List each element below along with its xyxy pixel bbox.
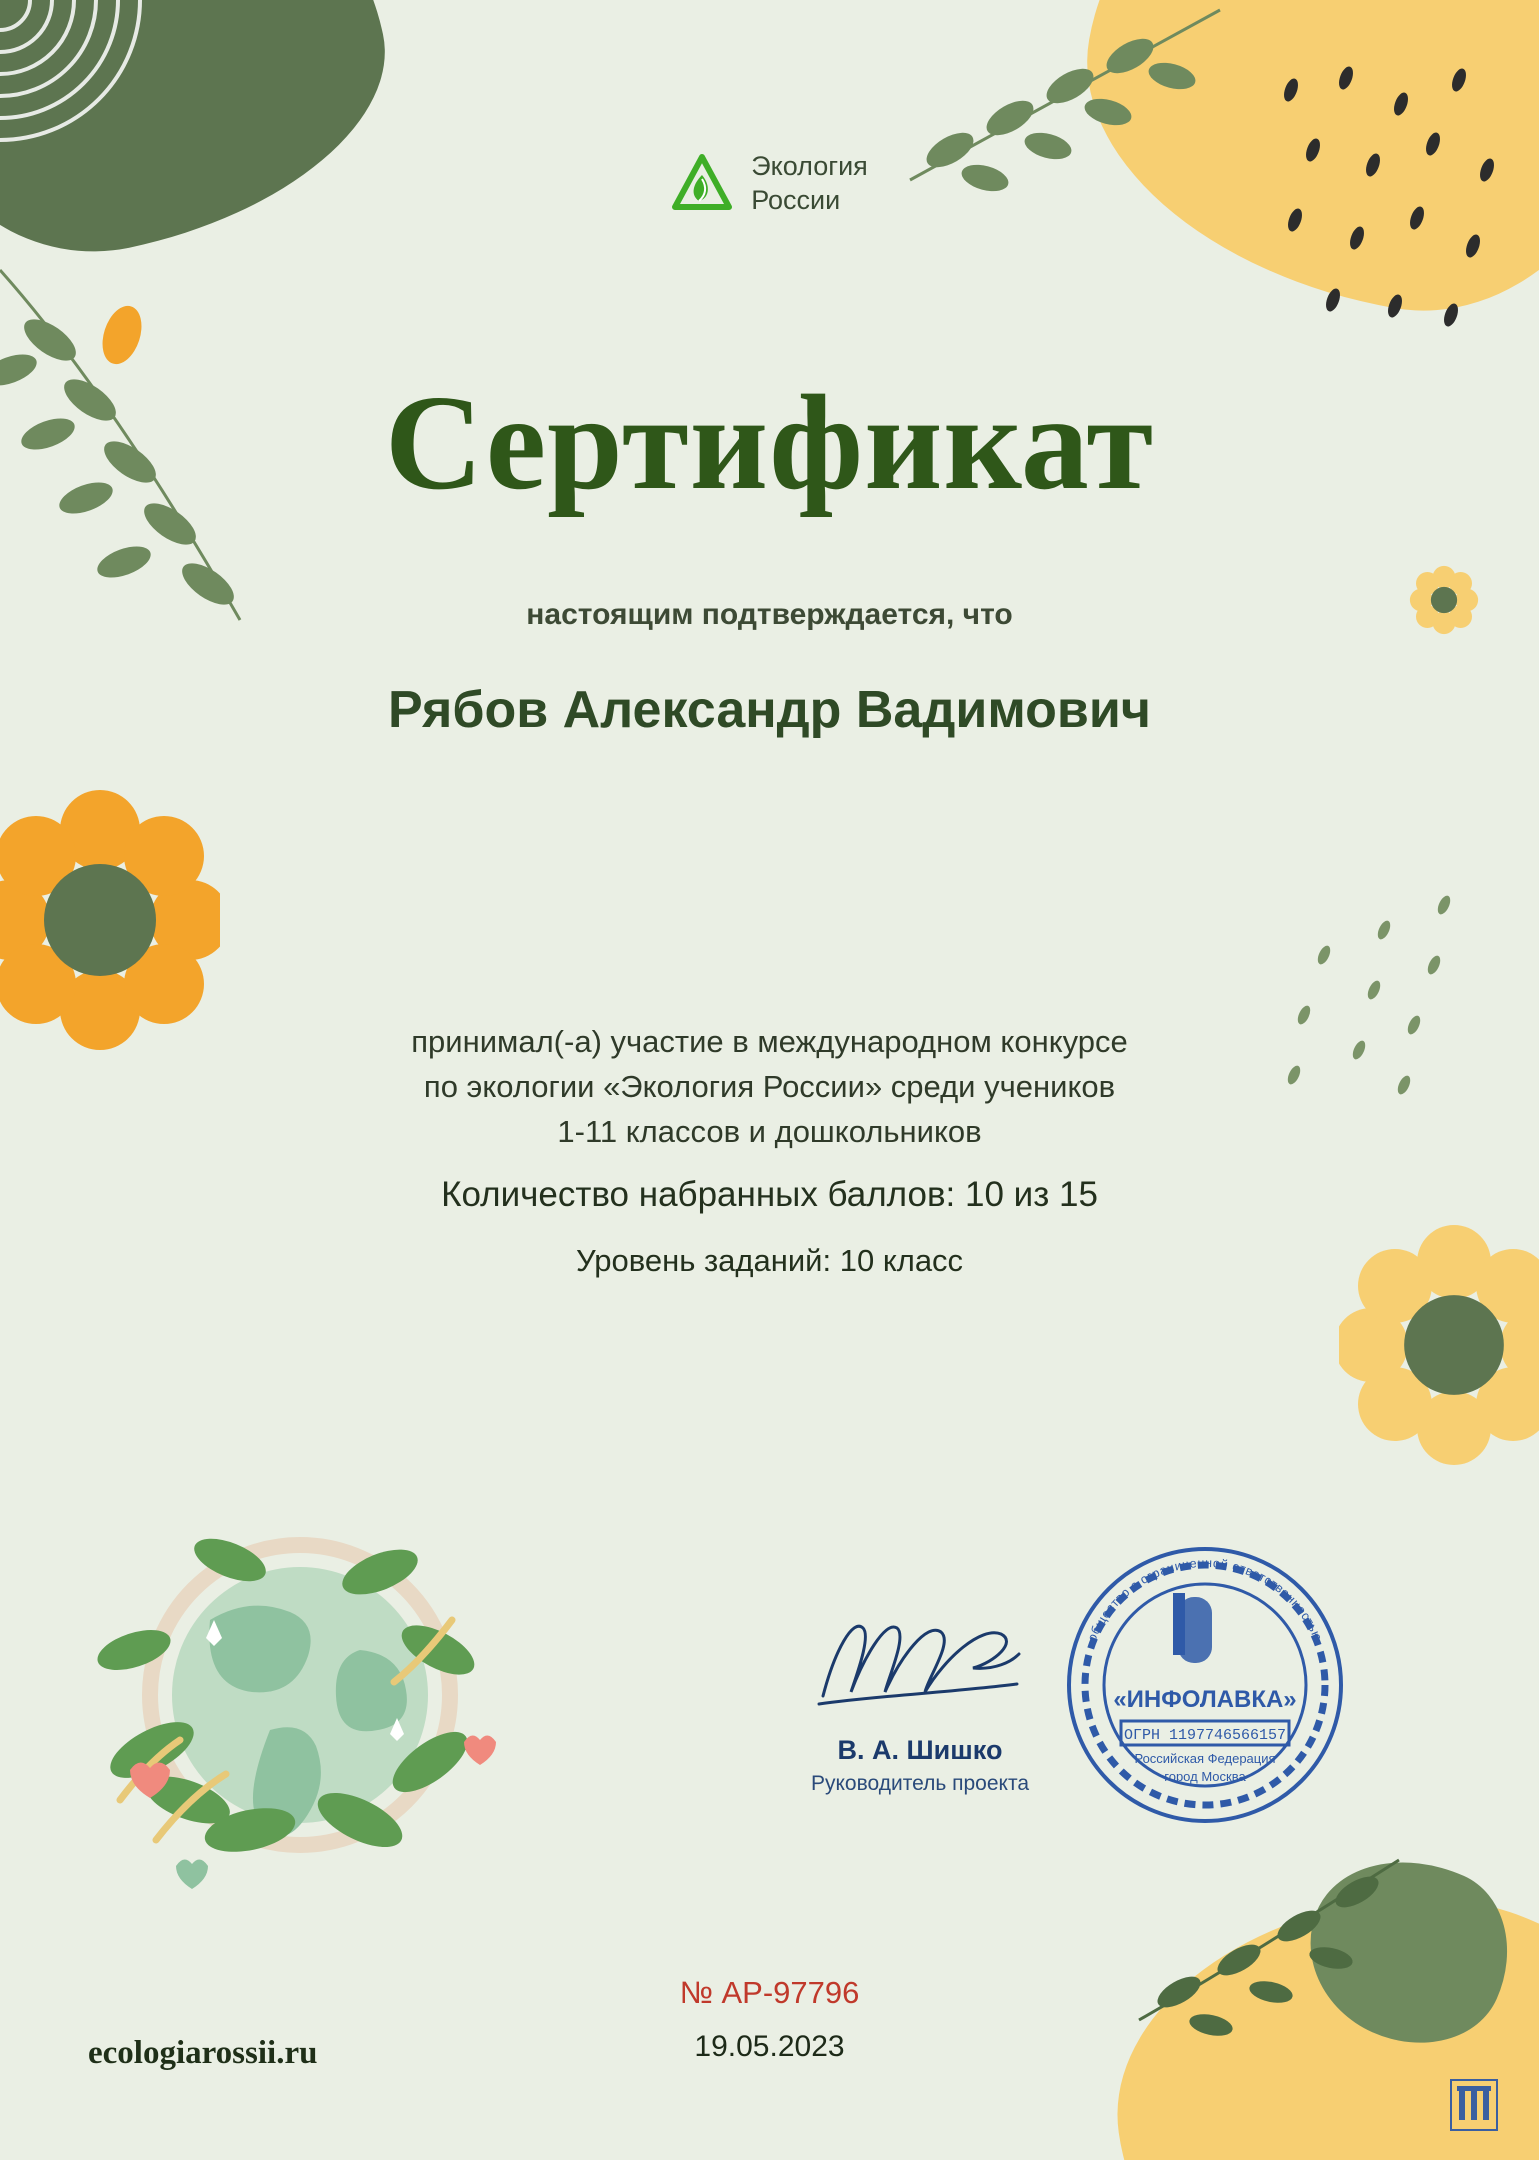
stamp-company-name: «ИНФОЛАВКА»: [1113, 1686, 1297, 1713]
certificate-number: № АР-97796: [679, 1975, 860, 2010]
leaf-triangle-icon: [671, 153, 733, 215]
brand-line-1: Экология: [751, 151, 868, 181]
brand-logo: [0, 150, 1539, 218]
body-line-3: 1-11 классов и дошкольников: [557, 1113, 982, 1149]
stamp-country: Российская Федерация: [1134, 1751, 1276, 1766]
signature-role: Руководитель проекта: [810, 1772, 1030, 1795]
page-title: Сертификат: [384, 368, 1155, 518]
stamp-top-text: общество с ограниченной ответственностью: [1084, 1555, 1326, 1644]
level-line: Уровень заданий: 10 класс: [575, 1243, 964, 1278]
publisher-mark-icon: [1449, 2078, 1499, 2132]
stamp-city: город Москва: [1164, 1769, 1246, 1784]
score-line: Количество набранных баллов: 10 из 15: [441, 1175, 1098, 1214]
company-stamp: [1055, 1535, 1355, 1835]
website-url: ecologiarossii.ru: [88, 2035, 318, 2071]
handwritten-signature-icon: [805, 1600, 1035, 1720]
brand-logo-text: [751, 150, 868, 218]
recipient-name: Рябов Александр Вадимович: [387, 681, 1151, 739]
certificate-body: [0, 1020, 1539, 1155]
certificate-subtitle: настоящим подтверждается, что: [526, 598, 1013, 631]
body-line-1: принимал(-а) участие в международном конкурсе: [411, 1024, 1128, 1059]
signature-name: В. А. Шишко: [837, 1735, 1003, 1765]
brand-line-2: России: [751, 184, 841, 215]
body-line-2: по экологии «Экология России» среди учеников: [423, 1068, 1116, 1104]
signature-block: [770, 1600, 1070, 1796]
certificate-date: 19.05.2023: [694, 2030, 845, 2063]
stamp-ogrn: ОГРН 1197746566157: [1123, 1727, 1287, 1744]
